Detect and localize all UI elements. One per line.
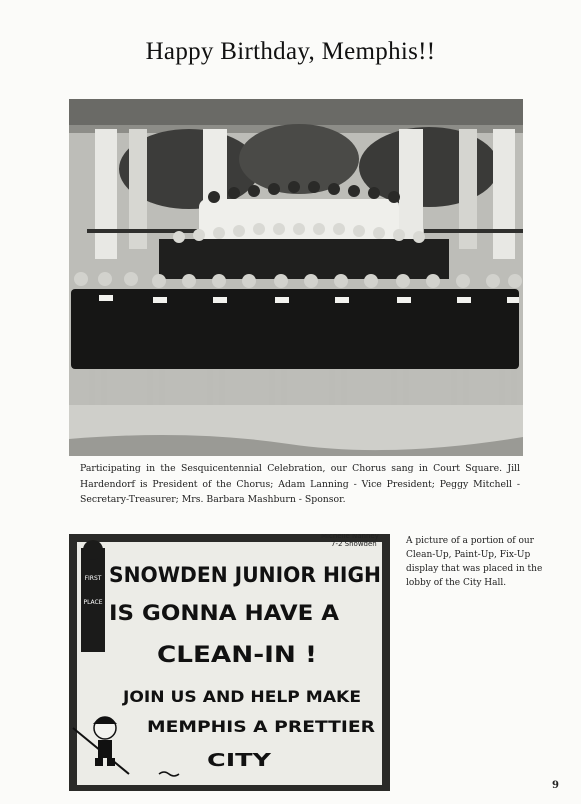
first-place-ribbon-icon bbox=[81, 540, 105, 652]
chorus-photo bbox=[69, 99, 523, 456]
ribbon-text-1: FIRST bbox=[84, 575, 102, 582]
poster-line-3: CLEAN-IN ! bbox=[157, 643, 317, 668]
poster-line-5: MEMPHIS A PRETTIER bbox=[147, 717, 375, 736]
page-title: Happy Birthday, Memphis!! bbox=[145, 38, 436, 65]
poster-line-2: IS GONNA HAVE A bbox=[109, 601, 340, 625]
poster-line-4: JOIN US AND HELP MAKE bbox=[121, 687, 361, 706]
poster-corner-note-1: Michelle Nanney bbox=[321, 534, 379, 540]
ribbon-text-2: PLACE bbox=[83, 599, 103, 606]
poster-line-6: CITY bbox=[207, 750, 273, 771]
page-number: 9 bbox=[552, 780, 559, 791]
clean-in-poster bbox=[69, 534, 390, 791]
poster-line-1: SNOWDEN JUNIOR HIGH bbox=[109, 563, 381, 587]
poster-caption: A picture of a portion of our Clean-Up, Paint-Up, Fix-Up display that was placed in the lobby of the City Hall. bbox=[406, 536, 543, 588]
chorus-caption: Participating in the Sesquicentennial Celebration, our Chorus sang in Court Square. Jill Hardendorf is President of the Chorus; Adam Lanning - Vice President; Peggy Mitchell - Secretary-Treasurer; Mrs. Barbara Mashburn - Sponsor. bbox=[80, 463, 520, 505]
poster-corner-note-2: 7-2 Snowden bbox=[331, 540, 377, 548]
